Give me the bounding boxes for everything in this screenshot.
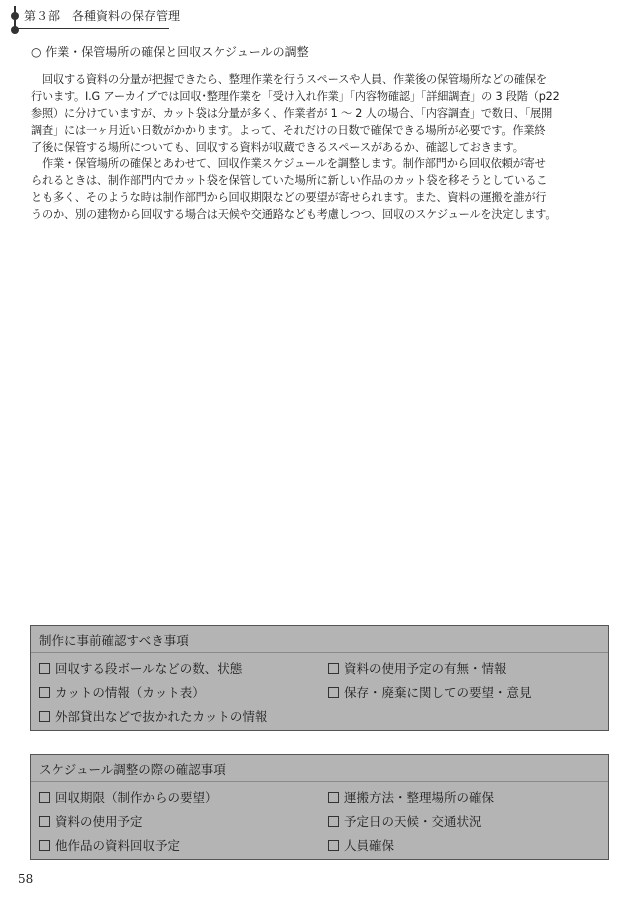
checklist-item (328, 812, 482, 830)
checklist-divider (31, 781, 608, 782)
paragraph-line: られるときは、制作部門内でカット袋を保管していた場所に新しい作品のカット袋を移そうとしているこ (31, 174, 548, 187)
checklist-title: スケジュール調整の際の確認事項 (39, 762, 226, 777)
paragraph-line: とも多く、そのような時は制作部門から回収期限などの要望が寄せられます。また、資料の運搬を誰が行 (31, 191, 547, 204)
checklist-item-label: 資料の使用予定の有無・情報 (344, 661, 507, 676)
checklist-item (39, 659, 242, 677)
checklist-item (328, 836, 394, 854)
checklist-item-label: 運搬方法・整理場所の確保 (344, 790, 495, 805)
checklist-item-label: 保存・廃棄に関しての要望・意見 (344, 685, 532, 700)
checklist-divider (31, 652, 608, 653)
checklist-box-schedule (30, 754, 609, 860)
running-header: 第３部 各種資料の保存管理 (24, 9, 181, 23)
checkbox-icon (39, 840, 50, 851)
checkbox-icon (328, 816, 339, 827)
paragraph-schedule (31, 155, 611, 223)
checklist-item (328, 683, 532, 701)
paragraph-line: うのか、別の建物から回収する場合は天候や交通路なども考慮しつつ、回収のスケジュールを決定します。 (31, 208, 557, 221)
checklist-item-label: 資料の使用予定 (55, 814, 143, 829)
checklist-box-production (30, 625, 609, 731)
paragraph-line: 参照）に分けていますが、カット袋は分量が多く、作業者が 1 ～ 2 人の場合、「内容調査」で数日、「展開 (31, 107, 553, 120)
paragraph-line: 行います。I.G アーカイブでは回収･整理作業を「受け入れ作業」「内容物確認」「詳細調査」の 3 段階（p22 (31, 90, 560, 103)
checkbox-icon (328, 687, 339, 698)
checkbox-icon (39, 792, 50, 803)
checklist-item-label: 回収期限（制作からの要望） (55, 790, 218, 805)
paragraph-line: 作業・保管場所の確保とあわせて、回収作業スケジュールを調整します。制作部門から回収依頼が寄せ (31, 157, 546, 170)
section-heading: ○ 作業・保管場所の確保と回収スケジュールの調整 (31, 45, 309, 59)
paragraph-workspace (31, 71, 611, 156)
paragraph-line: 調査」には一ヶ月近い日数がかかります。よって、それだけの日数で確保できる場所が必要です。作業終 (31, 124, 546, 137)
checkbox-icon (328, 840, 339, 851)
checklist-item (328, 659, 507, 677)
checklist-item-label: 回収する段ボールなどの数、状態 (55, 661, 243, 676)
checkbox-icon (328, 663, 339, 674)
checklist-item (39, 836, 180, 854)
paragraph-line: 回収する資料の分量が把握できたら、整理作業を行うスペースや人員、作業後の保管場所などの確保を (31, 73, 547, 86)
paragraph-line: 了後に保管する場所についても、回収する資料が収蔵できるスペースがあるか、確認しておきます。 (31, 141, 524, 154)
header-bullet-dot (11, 12, 19, 20)
page-number: 58 (18, 872, 34, 886)
checkbox-icon (39, 663, 50, 674)
checklist-item-label: 他作品の資料回収予定 (55, 838, 181, 853)
checkbox-icon (39, 711, 50, 722)
checklist-item (39, 812, 143, 830)
checklist-item (39, 707, 267, 725)
checkbox-icon (39, 687, 50, 698)
checklist-item (39, 788, 218, 806)
checklist-item-label: 予定日の天候・交通状況 (344, 814, 482, 829)
checklist-item-label: 人員確保 (344, 838, 395, 853)
checklist-title: 制作に事前確認すべき事項 (39, 633, 189, 648)
checklist-item-label: カットの情報（カット表） (55, 685, 205, 700)
checklist-item (328, 788, 494, 806)
checkbox-icon (328, 792, 339, 803)
header-underline (14, 28, 169, 29)
checklist-item (39, 683, 205, 701)
checkbox-icon (39, 816, 50, 827)
checklist-item-label: 外部貸出などで抜かれたカットの情報 (55, 709, 268, 724)
